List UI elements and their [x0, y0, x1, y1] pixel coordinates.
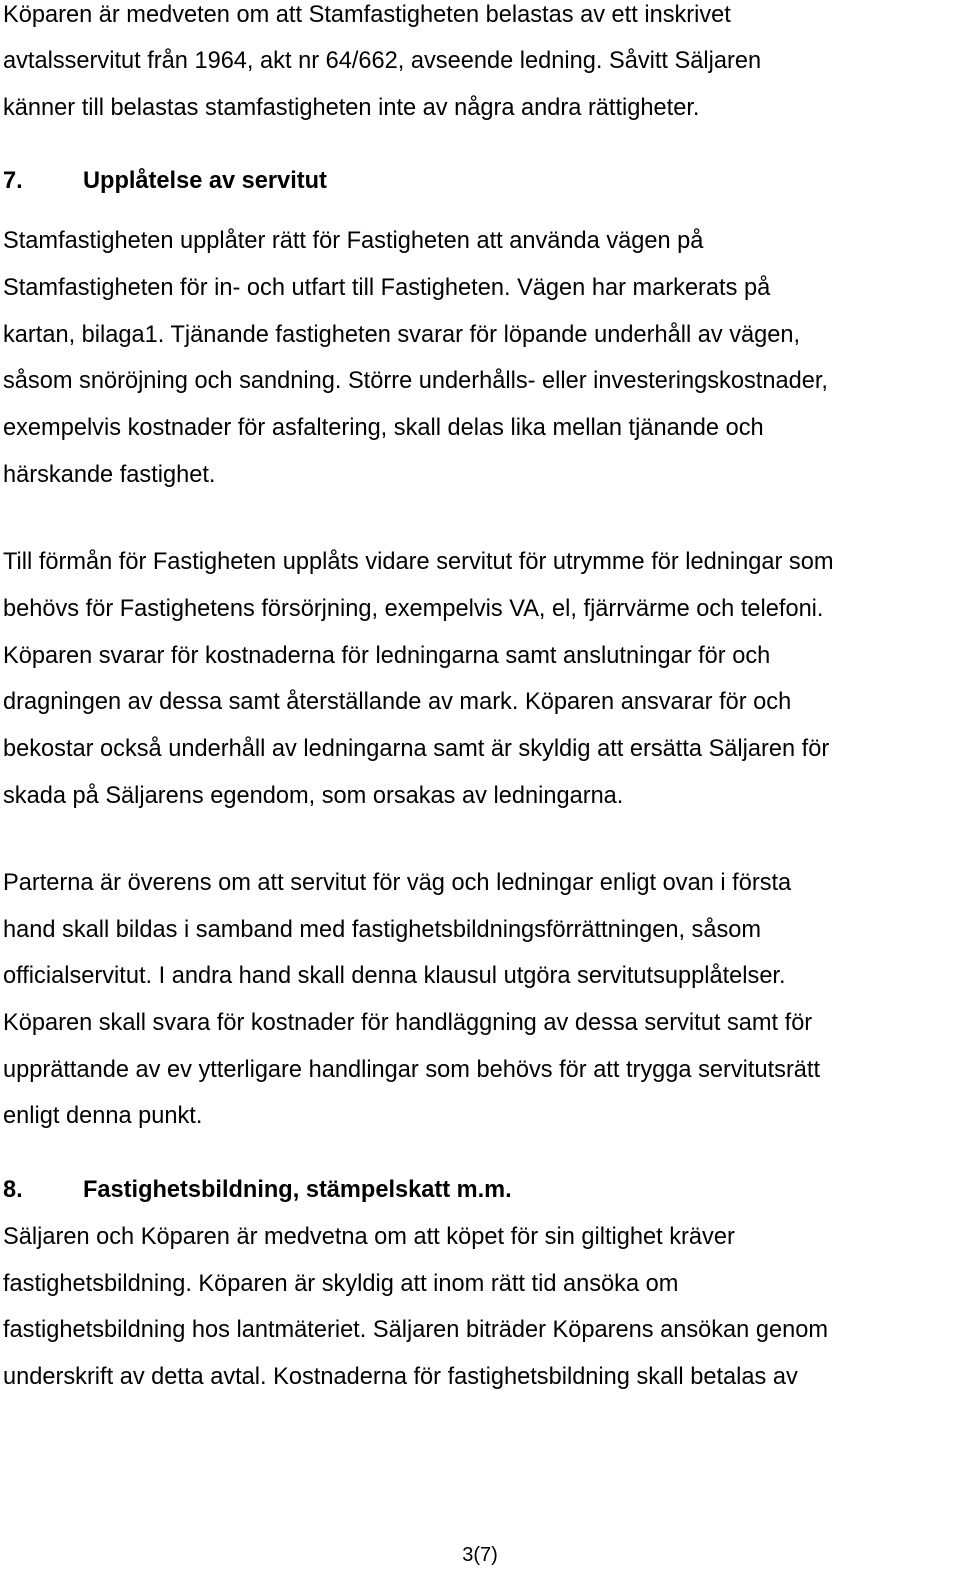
text-line: Till förmån för Fastigheten upplåts vidare servitut för utrymme för ledningar som [3, 549, 834, 575]
section-number: 7. [3, 168, 23, 194]
text-line: Parterna är överens om att servitut för väg och ledningar enligt ovan i första [3, 870, 792, 896]
text-line: fastighetsbildning hos lantmäteriet. Säljaren biträder Köparens ansökan genom [3, 1317, 828, 1343]
text-line: dragningen av dessa samt återställande av mark. Köparen ansvarar för och [3, 689, 792, 715]
section-8-heading [3, 1175, 512, 1205]
section-title: Fastighetsbildning, stämpelskatt m.m. [83, 1177, 512, 1203]
section-title: Upplåtelse av servitut [83, 168, 327, 194]
text-line: Köparen skall svara för kostnader för handläggning av dessa servitut samt för [3, 1010, 813, 1036]
text-line: enligt denna punkt. [3, 1103, 203, 1129]
text-line: känner till belastas stamfastigheten inte av några andra rättigheter. [3, 95, 700, 121]
text-line: bekostar också underhåll av ledningarna samt är skyldig att ersätta Säljaren för [3, 736, 830, 762]
text-line: fastighetsbildning. Köparen är skyldig att inom rätt tid ansöka om [3, 1271, 679, 1297]
text-line: skada på Säljarens egendom, som orsakas av ledningarna. [3, 783, 624, 809]
text-line: avtalsservitut från 1964, akt nr 64/662, avseende ledning. Såvitt Säljaren [3, 48, 762, 74]
section-number: 8. [3, 1177, 23, 1203]
text-line: Säljaren och Köparen är medvetna om att köpet för sin giltighet kräver [3, 1224, 735, 1250]
text-line: härskande fastighet. [3, 462, 216, 488]
text-line: officialservitut. I andra hand skall denna klausul utgöra servitutsupplåtelser. [3, 963, 786, 989]
text-line: Stamfastigheten för in- och utfart till Fastigheten. Vägen har markerats på [3, 275, 771, 301]
text-line: såsom snöröjning och sandning. Större underhålls- eller investeringskostnader, [3, 368, 828, 394]
page-footer [0, 1541, 960, 1569]
text-line: underskrift av detta avtal. Kostnaderna för fastighetsbildning skall betalas av [3, 1364, 798, 1390]
text-line: hand skall bildas i samband med fastighetsbildningsförrättningen, såsom [3, 917, 762, 943]
text-line: exempelvis kostnader för asfaltering, skall delas lika mellan tjänande och [3, 415, 764, 441]
text-line: upprättande av ev ytterligare handlingar som behövs för att trygga servitutsrätt [3, 1057, 821, 1083]
page-number: 3(7) [462, 1544, 498, 1566]
text-line: Köparen svarar för kostnaderna för ledningarna samt anslutningar för och [3, 643, 771, 669]
text-line: Köparen är medveten om att Stamfastigheten belastas av ett inskrivet [3, 2, 731, 28]
section-7-heading [3, 166, 327, 196]
text-line: Stamfastigheten upplåter rätt för Fastigheten att använda vägen på [3, 228, 704, 254]
text-line: behövs för Fastighetens försörjning, exempelvis VA, el, fjärrvärme och telefoni. [3, 596, 824, 622]
text-line: kartan, bilaga1. Tjänande fastigheten svarar för löpande underhåll av vägen, [3, 322, 801, 348]
